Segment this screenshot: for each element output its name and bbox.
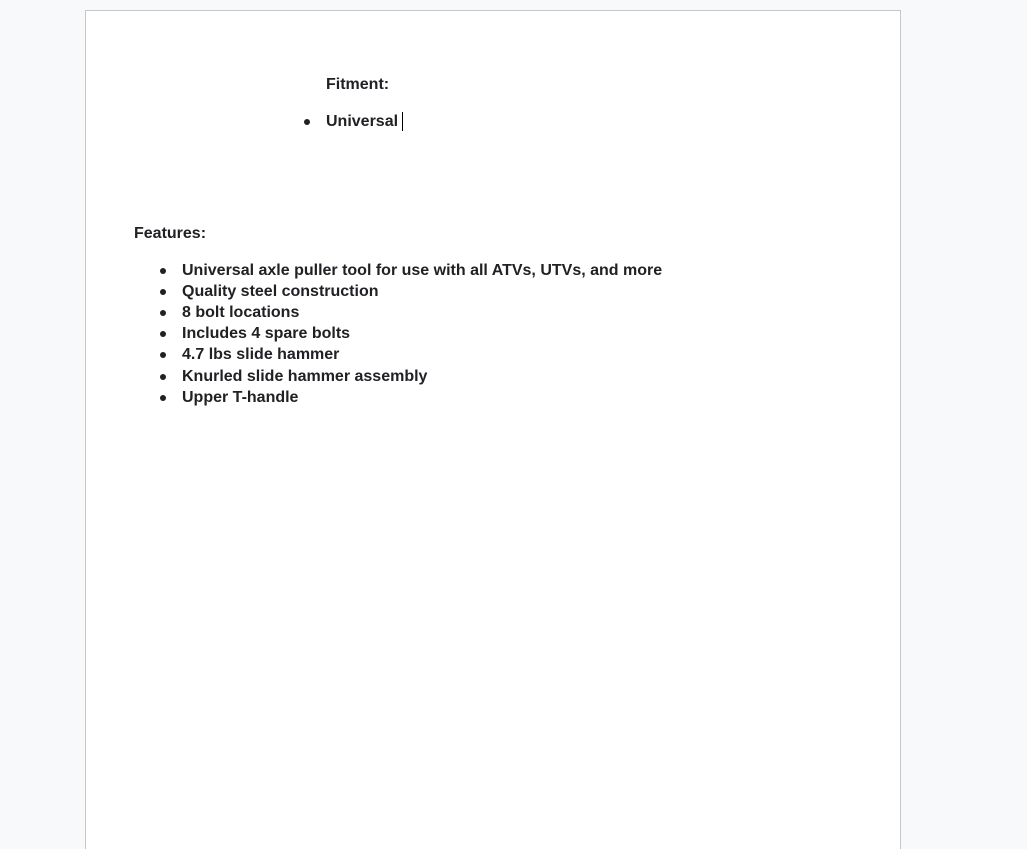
feature-text: Universal axle puller tool for use with all ATVs, UTVs, and more — [182, 262, 663, 279]
bullet-icon — [160, 352, 166, 358]
bullet-icon — [160, 289, 166, 295]
bullet-icon — [160, 310, 166, 316]
bullet-icon — [160, 331, 166, 337]
bullet-icon — [160, 268, 166, 274]
features-heading: Features: — [134, 225, 207, 242]
feature-text: Upper T-handle — [182, 389, 299, 406]
bullet-icon — [160, 374, 166, 380]
feature-text: 4.7 lbs slide hammer — [182, 346, 340, 363]
feature-text: Knurled slide hammer assembly — [182, 368, 428, 385]
document-page[interactable] — [85, 10, 901, 849]
text-cursor — [402, 112, 403, 131]
feature-text: Includes 4 spare bolts — [182, 325, 351, 342]
bullet-icon — [304, 119, 310, 125]
fitment-heading: Fitment: — [326, 76, 390, 93]
feature-text: 8 bolt locations — [182, 304, 300, 321]
fitment-item-text: Universal — [326, 113, 399, 130]
feature-text: Quality steel construction — [182, 283, 379, 300]
bullet-icon — [160, 395, 166, 401]
